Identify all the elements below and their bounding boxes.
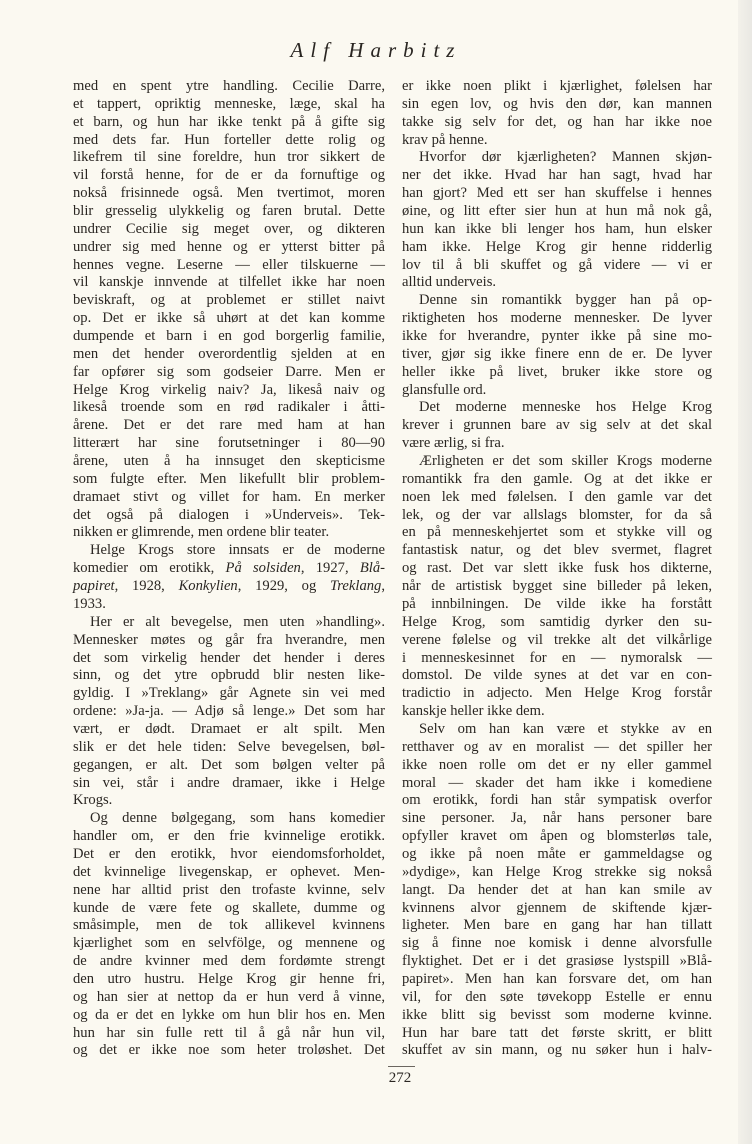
text-line: være ærlig, si fra. (402, 435, 505, 452)
text-line: krav på henne. (402, 131, 488, 148)
text-line: ordene: »Ja-ja. — Adjø så lenge.» Det som har (73, 703, 385, 720)
text-segment: , 1928, (114, 578, 179, 595)
text-line: lek, og der var allslags blomster, for da så (402, 506, 712, 523)
text-line: blir gresselig ulykkelig og faren brutal. Dette (73, 203, 385, 220)
text-line: Helge Krog virkelig naiv? Ja, likeså naiv og (73, 381, 385, 398)
page-number: 272 (388, 1070, 412, 1086)
text-line: gyldig. I »Treklang» går Agnete sin vei med (73, 685, 385, 702)
text-line: heller ikke på livet, bruker ikke store og (402, 363, 712, 380)
text-line: papiret». Men han kan forsvare det, om han (402, 970, 712, 987)
text-line: og ikke på noen måte er gammeldagse og (402, 845, 712, 862)
text-line: årene, uten å ha innsuget den skepticisme (73, 453, 385, 470)
text-line: tradictio in adjecto. Men Helge Krog forstår (402, 685, 712, 702)
text-line: med dets far. Hun forteller dette rolig og (73, 131, 385, 148)
text-line: »dydige», kan Helge Krog strekke sig nokså (402, 863, 712, 880)
text-segment: , 1929, og (237, 578, 330, 595)
text-line: med en spent ytre handling. Cecilie Darre, (73, 78, 385, 94)
text-line: hun har sin fulle rett til å gå når hun vil, (73, 1024, 385, 1041)
text-line: Hun har bare tatt det første skritt, er blitt (402, 1024, 712, 1041)
text-line: kvinnens alvor gjennem de skiftende kjær- (402, 899, 712, 916)
text-line: ikke noen rolle om det er ny eller gammel (402, 756, 712, 773)
text-line: ikke for hverandre, pynter ikke på sine mo- (402, 328, 712, 345)
text-line: flyktighet. Det er i det grasiøse lystspill »Blå- (402, 953, 712, 970)
text-line: et tappert, opriktig menneske, læge, skal ha (73, 95, 385, 112)
text-line: slik er det hele tiden: Selve bevegelsen, bøl- (73, 738, 385, 755)
text-line: som fulgte efter. Men likefullt blir problem- (73, 470, 385, 487)
text-line: sinn, og det ytre opbrudd blir nesten like- (73, 667, 385, 684)
text-line: han gjort? Med ett ser han skuffelse i hennes (402, 185, 712, 202)
text-column-left (73, 78, 385, 1060)
text-line: moral — skader det ham ikke i komediene (402, 774, 712, 791)
text-line: Krogs. (73, 792, 113, 809)
text-line: verene følelse og vil trekke alt det vilkårlige (402, 631, 712, 648)
italic-title: Blå- (359, 560, 385, 577)
text-line: årene. Det er det rare med ham at han (73, 417, 385, 434)
text-line: vil kanskje innvende at tilfellet ikke har noen (73, 274, 385, 291)
text-line: og han sier at nettop da er hun verd å vinne, (73, 988, 385, 1005)
text-line: nikken er glimrende, men ordene blir teater. (73, 524, 330, 541)
text-line: vil, for den søte tøvekopp Estelle er ennu (402, 988, 712, 1005)
italic-title: Konkylien (178, 578, 238, 595)
text-line: skuffet av sin mann, og nu søker hun i halv- (402, 1042, 712, 1059)
text-line (73, 578, 385, 596)
text-line: i menneskesinnet for en — nymoralsk — (402, 649, 712, 666)
text-line: sine personer. Ja, når hans personer bare (402, 810, 712, 827)
text-line: opfyller kravet om åpen og blomsterløs tale, (402, 828, 712, 845)
text-segment: komedier om erotikk, (73, 560, 226, 577)
running-title: Alf Harbitz (290, 38, 462, 62)
text-line: glansfulle ord. (402, 381, 487, 398)
text-line: Og denne bølgegang, som hans komedier (90, 810, 385, 827)
text-line: alltid underveis. (402, 274, 497, 291)
text-line: men det hender overordentlig sjelden at en (73, 345, 385, 362)
text-line: kunde de være fete og skallete, dumme og (73, 899, 385, 916)
text-line: det kvinnelige livegenskap, er ophevet. Men- (73, 863, 385, 880)
text-line: noen lek med følelsen. I den gamle var det (402, 488, 712, 505)
text-line: vært, er dødt. Dramaet er alt spilt. Men (73, 720, 385, 737)
text-line: en på menneskehjertet som et stykke vill og (402, 524, 712, 541)
text-line: ner det ikke. Hvad har han sagt, hvad har (402, 167, 712, 184)
text-line: lov til å bli skuffet og gå videre — vi er (402, 256, 712, 273)
text-line: et barn, og hun har ikke tenkt på å gifte sig (73, 113, 385, 130)
text-line: Selv om han kan være et stykke av en (419, 720, 712, 737)
text-line: ham ikke. Helge Krog gir henne ridderlig (402, 238, 712, 255)
text-line: hun kan ikke bli lenger hos ham, hun elsker (402, 220, 712, 237)
text-line: undrer sig med henne og er ytterst bitter på (73, 238, 385, 255)
text-line: det også på dialogen i »Underveis». Tek- (73, 506, 385, 523)
text-line: domstol. De vilde synes at det var en con- (402, 667, 712, 684)
page-edge-shadow (738, 0, 752, 1144)
text-line: Helge Krogs store innsats er de moderne (90, 542, 385, 559)
text-line: dumpende et barn i en god borgerlig familie, (73, 328, 385, 345)
text-line: om erotikk, fordi han står sympatisk overfor (402, 792, 712, 809)
text-line: Ærligheten er det som skiller Krogs moderne (419, 453, 712, 470)
text-line: og rast. Det var slett ikke fusk hos dikterne, (402, 560, 712, 577)
text-line: Helge Krog, som samtidig dyrker den su- (402, 613, 712, 630)
text-line: kanskje heller ikke dem. (402, 703, 545, 720)
text-line: 1933. (73, 595, 106, 612)
text-line: Denne sin romantikk bygger han på op- (419, 292, 712, 309)
footer-rule (388, 1066, 415, 1067)
text-line: hennes vegne. Leserne — eller tilskuerne — (73, 256, 385, 273)
text-line: likefrem til sine foreldre, hun tror sikkert de (73, 149, 385, 166)
text-line: sin egen lov, og hvis den dør, kan mannen (402, 95, 712, 112)
text-line: undrer Cecilie sig meget over, og dikteren (73, 220, 385, 237)
text-line: sig å finne noe komisk i denne alvorsfulle (402, 935, 712, 952)
text-line: dramaet stivt og villet for ham. En merker (73, 488, 385, 505)
text-line: er ikke noen plikt i kjærlighet, følelsen har (402, 78, 712, 94)
text-line: retthaver og av en moralist — det spiller her (402, 738, 712, 755)
text-line: vil forstå henne, for de er da fornuftige og (73, 167, 385, 184)
italic-title: På solsiden (225, 560, 301, 577)
text-line: det som virkelig hender det hender i deres (73, 649, 385, 666)
text-line: handler om, er den frie kvinnelige erotikk. (73, 828, 385, 845)
text-line: far opfører sig som godseier Darre. Men er (73, 363, 385, 380)
text-line: de andre kvinner med dem fordømte strengt (73, 953, 385, 970)
text-line: Det er den erotikk, hvor eiendomsforholdet, (73, 845, 385, 862)
text-column-right (402, 78, 712, 1060)
text-line: op. Det er ikke så uhørt at det kan komme (73, 310, 385, 327)
text-line: krever i grunnen bare av sig selv at det skal (402, 417, 712, 434)
text-line: Hvorfor dør kjærligheten? Mannen skjøn- (419, 149, 712, 166)
text-line: småsimple, men de tok allikevel kvinnens (73, 917, 385, 934)
text-line: romantikk fra den gamle. Og at det ikke er (402, 470, 712, 487)
text-line: nokså frisinnede også. Men tvertimot, moren (73, 185, 385, 202)
text-line: takke sig selv for det, og han har ikke noe (402, 113, 712, 130)
text-line: ikke blitt sig bevisst som moderne kvinne. (402, 1006, 712, 1023)
text-line: på innbilningen. De vilde ikke ha forstått (402, 595, 712, 612)
text-line: Mennesker møtes og går fra hverandre, men (73, 631, 385, 648)
text-segment: , 1927, (300, 560, 360, 577)
text-line: øine, og litt efter sier hun at hun må nok gå, (402, 203, 712, 220)
text-line: likeså troende som en rød radikaler i åtti- (73, 399, 385, 416)
text-line: og da er det en lykke om hun blir hos en. Men (73, 1006, 385, 1023)
text-line: tiver, gjør sig ikke finere enn de er. De lyver (402, 345, 712, 362)
text-line: sin vei, står i andre dramaer, ikke i Helge (73, 774, 385, 791)
text-line: litterært har sine forutsetninger i 80—90 (73, 435, 385, 452)
text-line: fantastisk natur, og det blev svermet, flagret (402, 542, 712, 559)
text-line: den utro hustru. Helge Krog gir henne fri, (73, 970, 385, 987)
text-line: riktigheten hos moderne mennesker. De lyver (402, 310, 712, 327)
text-line: nene har alltid prist den trofaste kvinne, selv (73, 881, 385, 898)
text-line: gegangen, er alt. Det som bølgen velter på (73, 756, 385, 773)
text-line (73, 560, 385, 578)
text-line: når de artistisk bygget sine billeder på leken, (402, 578, 712, 595)
italic-title: Treklang (329, 578, 382, 595)
text-line: ligheter. Men bare en gang har han tillatt (402, 917, 712, 934)
text-line: Her er alt bevegelse, men uten »handling». (90, 613, 385, 630)
text-line: beviskraft, og at problemet er stillet naivt (73, 292, 385, 309)
text-line: kjærlighet som en selvfölge, og mennene og (73, 935, 385, 952)
text-line: og det er ikke noe som heter troløshet. Det (73, 1042, 385, 1059)
text-line: Det moderne menneske hos Helge Krog (419, 399, 712, 416)
text-segment: , (381, 578, 385, 595)
italic-title: papiret (73, 578, 115, 595)
text-line: langt. Da hender det at han kan smile av (402, 881, 712, 898)
